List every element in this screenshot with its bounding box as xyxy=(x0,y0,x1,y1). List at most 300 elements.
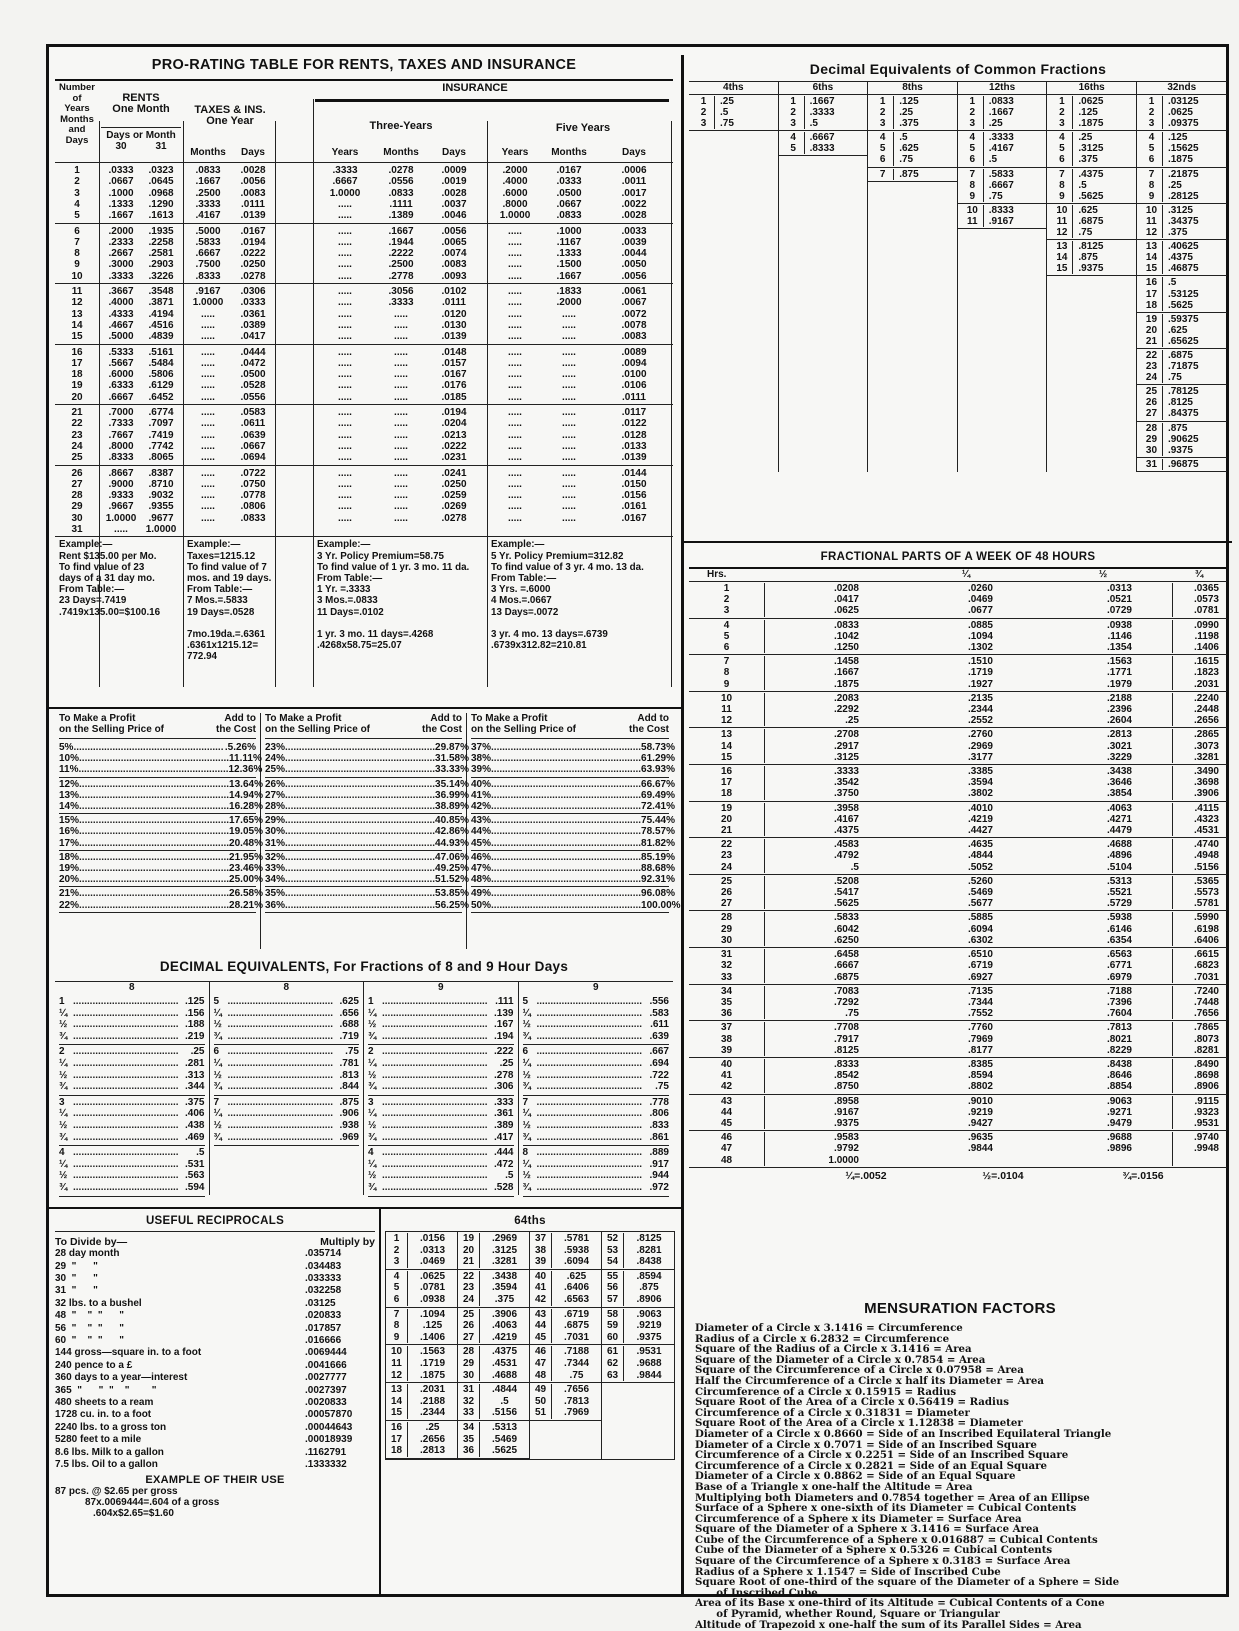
prorating-cell-n: 28 xyxy=(71,490,83,502)
profit-add-value: 36.99% xyxy=(435,789,469,801)
week-cell: .3073 xyxy=(1193,740,1219,752)
prorating-cell-fy: ..... xyxy=(508,391,522,403)
sixty-fourths-row xyxy=(458,1346,529,1358)
decimal-8-9-row xyxy=(523,1108,670,1120)
prorating-cell-r30: .1000 xyxy=(108,187,134,199)
sixty-fourths-row xyxy=(386,1294,457,1306)
profit-add-value: 92.31% xyxy=(641,874,675,886)
decimal-8-9-row xyxy=(214,1058,360,1070)
week-group xyxy=(689,911,1227,948)
decimal-fraction: ¼ xyxy=(522,1158,531,1170)
decimal-8-9-group xyxy=(368,1146,514,1196)
sixty-fourths-value: .7656 xyxy=(563,1384,590,1396)
week-cell: .9896 xyxy=(1033,1143,1173,1154)
sixty-fourths-value: .2188 xyxy=(419,1395,446,1407)
week-row xyxy=(689,803,1227,814)
prorating-cell-fy: ..... xyxy=(508,512,522,524)
decimal-8-9-group xyxy=(523,1045,670,1095)
sixty-fourths-num: 37 xyxy=(530,1233,552,1245)
week-cell: .3281 xyxy=(1193,751,1219,763)
prorating-cell-tda: .0259 xyxy=(441,490,467,502)
mensuration-line: Square of the Circumference of a Sphere x 0.3183 = Surface Area xyxy=(695,1555,1071,1568)
mensuration-line: Square of the Radius of a Circle x 3.1416 = Area xyxy=(695,1343,972,1356)
common-fraction-num: 1 xyxy=(1141,96,1163,107)
week-cell: 11 xyxy=(689,704,765,715)
prorating-cell-n: 7 xyxy=(74,236,80,248)
week-cell: .3594 xyxy=(967,777,993,789)
prorating-col-tmo xyxy=(373,165,429,221)
prorating-cell-tm: .3333 xyxy=(195,198,221,210)
profit-percent: 35% xyxy=(265,888,286,900)
common-fraction-num: 18 xyxy=(1141,300,1163,311)
sixty-fourths-num: 52 xyxy=(602,1233,624,1245)
profit-dots: ...................................................... xyxy=(285,778,436,790)
decimal-value: .125 xyxy=(185,996,205,1007)
prorating-cell-fda: .0028 xyxy=(621,210,647,222)
week-row xyxy=(689,935,1227,946)
profit-add-value: 63.93% xyxy=(641,764,675,776)
sixty-fourths-value: .9375 xyxy=(636,1331,662,1343)
week-cell: .4010 xyxy=(967,802,993,814)
sixty-fourths-value: .2969 xyxy=(491,1233,518,1244)
common-fractions-row xyxy=(783,107,864,118)
sixty-fourths-value: .5469 xyxy=(491,1433,518,1445)
prorating-cell-n: 11 xyxy=(71,286,83,297)
reciprocals-example-2: 87x.0069444=.604 of a gross xyxy=(85,1496,220,1508)
week-head-blank xyxy=(765,569,899,581)
profit-add-value: 88.68% xyxy=(641,863,675,875)
week-cell: .0781 xyxy=(1193,605,1219,617)
week-cell: .2135 xyxy=(967,692,993,704)
sixty-fourths-value: .875 xyxy=(639,1282,659,1294)
divider-profit xyxy=(49,707,681,709)
prorating-cell-tda: .0185 xyxy=(441,391,467,403)
common-fraction-num: 1 xyxy=(872,96,894,107)
profit-percent: 47% xyxy=(471,863,492,875)
prorating-cell-tda: .0083 xyxy=(441,259,467,271)
sixty-fourths-value: .5313 xyxy=(491,1421,518,1433)
week-cell: .4531 xyxy=(1193,825,1219,837)
decimal-fraction: ½ xyxy=(213,1019,222,1031)
sixty-fourths-num: 39 xyxy=(530,1256,552,1268)
profit-dots: ...................................................... xyxy=(491,764,642,776)
common-fractions-row xyxy=(1051,263,1132,274)
week-cell: .5990 xyxy=(1193,912,1219,924)
sixty-fourths-num: 47 xyxy=(530,1358,552,1370)
profit-percent: 12% xyxy=(59,778,80,790)
decimal-dots: ...................................... xyxy=(536,1108,643,1120)
prorating-cell-tm: 1.0000 xyxy=(192,297,224,309)
common-fraction-num: 5 xyxy=(962,143,984,154)
common-fraction-num: 13 xyxy=(1141,241,1163,252)
mensuration-line: Radius of a Sphere x 1.1547 = Side of Inscribed Cube xyxy=(695,1565,1001,1578)
header-three-months: Months xyxy=(383,147,419,158)
common-fraction-num: 6 xyxy=(962,154,984,165)
week-row xyxy=(689,887,1227,898)
week-cell: .8073 xyxy=(1193,1033,1219,1045)
common-fractions-group xyxy=(1047,131,1136,167)
prorating-cell-n: 20 xyxy=(71,391,83,403)
common-fraction-num: 5 xyxy=(1051,143,1073,154)
common-fraction-value: .875 xyxy=(899,168,919,180)
profit-dots: ...................................................... xyxy=(79,801,230,813)
reciprocal-divisor: 31 " " xyxy=(55,1285,98,1297)
prorating-cell-tda: .0130 xyxy=(441,319,467,331)
common-fraction-value: .3333 xyxy=(988,132,1014,144)
week-group xyxy=(689,875,1227,912)
decimal-value: .194 xyxy=(494,1030,514,1042)
common-fraction-num: 4 xyxy=(872,132,894,143)
sixty-fourths-row xyxy=(530,1271,601,1283)
common-fraction-num: 23 xyxy=(1141,361,1163,372)
profit-add-value: 72.41% xyxy=(641,801,675,813)
common-fractions-row xyxy=(1141,252,1223,263)
reciprocal-divisor: 29 " " xyxy=(55,1260,98,1272)
prorating-cell-tmo: .2778 xyxy=(388,270,414,282)
week-cell: .2292 xyxy=(833,704,859,716)
profit-dots: ...................................................... xyxy=(491,742,642,753)
common-fractions-column-4ths xyxy=(689,82,779,472)
prorating-cell-tda: .0074 xyxy=(441,248,467,260)
prorating-col-r30 xyxy=(101,226,141,282)
profit-dots: ...................................................... xyxy=(79,815,230,827)
decimal-fraction: 6 xyxy=(522,1046,529,1058)
prorating-cell-tm: ..... xyxy=(201,346,215,358)
prorating-cell-td: .0278 xyxy=(240,270,266,282)
decimal-8-9-column-head: 8 xyxy=(283,982,290,993)
mensuration-line: Diameter of a Circle x 0.8660 = Side of an Inscribed Equilateral Triangle xyxy=(695,1427,1112,1440)
sixty-fourths-group xyxy=(602,1232,674,1270)
decimal-value: .281 xyxy=(185,1057,205,1069)
header-five-months: Months xyxy=(551,147,587,158)
week-group xyxy=(689,1131,1227,1168)
decimal-value: .556 xyxy=(649,996,669,1007)
week-cell: 33 xyxy=(689,972,765,983)
common-fractions-row xyxy=(1051,132,1132,143)
profit-header-make: To Make a Profit on the Selling Price of xyxy=(265,713,371,735)
sixty-fourths-num: 33 xyxy=(458,1407,480,1419)
profit-row xyxy=(471,742,675,753)
decimal-value: .972 xyxy=(649,1181,669,1193)
sixty-fourths-row xyxy=(530,1358,601,1370)
week-cell: .4635 xyxy=(967,839,993,851)
decimal-8-9-row xyxy=(523,1008,670,1020)
common-fraction-value: .875 xyxy=(1167,422,1188,434)
week-row xyxy=(689,788,1227,799)
common-fraction-value: .9167 xyxy=(988,215,1014,227)
decimal-value: .528 xyxy=(494,1181,514,1193)
prorating-col-r31 xyxy=(141,407,181,463)
decimal-fraction: ¾ xyxy=(368,1131,377,1143)
week-cell: .6615 xyxy=(1193,949,1219,961)
common-fraction-value: .0625 xyxy=(1167,107,1193,119)
reciprocal-multiplier: .00018939 xyxy=(305,1434,353,1446)
common-fractions-row xyxy=(1141,372,1223,383)
prorating-cell-tmo: ..... xyxy=(394,319,408,331)
common-fractions-row xyxy=(1051,107,1132,118)
prorating-col-td xyxy=(231,226,275,282)
prorating-cell-tm: .0833 xyxy=(195,165,221,176)
reciprocal-row xyxy=(55,1459,375,1471)
week-cell: 37 xyxy=(689,1022,765,1033)
profit-row xyxy=(265,742,469,753)
prorating-cell-ty: ..... xyxy=(338,452,352,464)
prorating-cell-r31: .0323 xyxy=(148,165,174,176)
profit-percent: 18% xyxy=(59,851,80,863)
prorating-cell-r30: .6667 xyxy=(108,391,134,403)
sixty-fourths-value: .1719 xyxy=(419,1357,446,1369)
prorating-col-tda xyxy=(429,347,479,403)
common-fraction-value: .8333 xyxy=(988,204,1014,216)
profit-dots: ...................................................... xyxy=(79,851,230,863)
decimal-value: .611 xyxy=(650,1019,669,1031)
week-cell: .4844 xyxy=(967,850,993,862)
common-fraction-value: .75 xyxy=(720,118,734,130)
common-fractions-row xyxy=(872,169,953,180)
common-fractions-group xyxy=(868,168,957,182)
prorating-cell-r31: .3548 xyxy=(148,286,174,297)
week-cell: 42 xyxy=(689,1081,765,1092)
prorating-col-tm xyxy=(185,165,231,221)
week-cell: 45 xyxy=(689,1118,765,1129)
header-rents: RENTS One Month xyxy=(112,92,170,115)
reciprocal-divisor: 360 days to a year—interest xyxy=(55,1372,188,1384)
sixty-fourths-row xyxy=(458,1396,529,1408)
week-cell: .0625 xyxy=(833,605,859,617)
prorating-cell-r31: .1613 xyxy=(148,210,174,222)
profit-row xyxy=(59,801,263,813)
profit-add-value: 20.48% xyxy=(229,837,263,849)
prorating-cell-tda: .0231 xyxy=(441,452,467,464)
week-cell: 8 xyxy=(689,667,765,678)
profit-row xyxy=(265,851,469,863)
week-header xyxy=(689,569,1227,582)
profit-add-value: 100.00% xyxy=(641,899,681,911)
reciprocal-multiplier: .020833 xyxy=(305,1310,342,1322)
reciprocal-divisor: 7.5 lbs. Oil to a gallon xyxy=(55,1459,158,1471)
prorating-col-r31 xyxy=(141,226,181,282)
common-fractions-row xyxy=(1141,180,1223,191)
profit-dots: ...................................................... xyxy=(491,837,642,849)
common-fraction-value: .4375 xyxy=(1167,252,1193,264)
common-fraction-num: 26 xyxy=(1141,397,1163,408)
prorating-cell-n: 1 xyxy=(74,165,80,176)
decimal-8-9-group xyxy=(214,1096,360,1146)
prorating-col-td xyxy=(231,347,275,403)
profit-percent: 19% xyxy=(59,863,80,875)
decimal-value: .278 xyxy=(494,1069,514,1081)
prorating-cell-fmo: .1500 xyxy=(556,259,582,271)
decimal-value: .167 xyxy=(494,1019,514,1031)
prorating-cell-ty: ..... xyxy=(338,467,352,479)
sixty-fourths-value: .8438 xyxy=(636,1256,662,1268)
prorating-cell-fmo: .1833 xyxy=(556,286,582,297)
profit-row xyxy=(59,899,263,911)
week-cell: .2240 xyxy=(1193,692,1219,704)
week-cell: 38 xyxy=(689,1034,765,1045)
decimal-value: .438 xyxy=(185,1119,205,1131)
profit-percent: 20% xyxy=(59,874,80,886)
sixty-fourths-row xyxy=(458,1445,529,1457)
prorating-cell-r30: .1333 xyxy=(108,198,134,210)
reciprocal-multiplier: .034483 xyxy=(305,1260,342,1272)
prorating-cell-fmo xyxy=(541,524,597,535)
sixty-fourths-num: 45 xyxy=(530,1332,552,1344)
common-fraction-num: 9 xyxy=(962,191,984,202)
week-cell: .8021 xyxy=(1033,1034,1173,1045)
mensuration-line: Half the Circumference of a Circle x half its Diameter = Area xyxy=(695,1374,1044,1387)
prorating-col-r31 xyxy=(141,165,181,221)
common-fraction-num: 17 xyxy=(1141,289,1163,300)
prorating-cell-fmo: ..... xyxy=(562,346,576,358)
sixty-fourths-row xyxy=(602,1332,674,1344)
decimal-fraction: ½ xyxy=(368,1069,377,1081)
common-fractions-group xyxy=(958,204,1047,229)
decimal-8-9-row xyxy=(59,1097,205,1109)
common-fractions-group xyxy=(1047,240,1136,276)
sixty-fourths-num: 10 xyxy=(386,1346,408,1358)
week-cell: .0833 xyxy=(833,619,859,631)
prorating-cell-td: .0694 xyxy=(240,452,266,464)
common-fraction-value: .3125 xyxy=(1167,204,1193,216)
week-row xyxy=(689,679,1227,690)
week-title: FRACTIONAL PARTS OF A WEEK OF 48 HOURS xyxy=(820,551,1096,563)
week-cell: 6 xyxy=(689,642,765,653)
week-cell: .4167 xyxy=(833,813,859,825)
sixty-fourths-row xyxy=(386,1282,457,1294)
prorating-cell-n: 2 xyxy=(74,176,80,188)
decimal-dots: ...................................... xyxy=(382,1030,488,1042)
profit-group xyxy=(265,851,469,888)
profit-percent: 37% xyxy=(471,742,492,753)
prorating-cell-tda: .0028 xyxy=(441,187,467,199)
decimal-value: .719 xyxy=(339,1030,359,1042)
sixty-fourths-row xyxy=(458,1294,529,1306)
week-cell: .4271 xyxy=(1033,814,1173,825)
prorating-cell-fmo: ..... xyxy=(562,331,576,343)
decimal-8-9-row xyxy=(214,1097,360,1109)
common-fraction-value: .65625 xyxy=(1167,335,1199,347)
sixty-fourths-value: .3125 xyxy=(491,1244,518,1256)
prorating-cell-fda: .0056 xyxy=(621,270,647,282)
decimal-8-9-row xyxy=(214,1132,360,1144)
common-fractions-row xyxy=(1051,143,1132,154)
prorating-cell-tda: .0046 xyxy=(441,210,467,222)
mensuration-line: Multiplying both Diameters and 0.7854 together = Area of an Ellipse xyxy=(695,1491,1090,1504)
prorating-cell-fda: .0072 xyxy=(621,308,647,320)
common-fraction-num: 12 xyxy=(1051,227,1073,238)
profit-dots: ...................................................... xyxy=(285,837,436,849)
decimal-dots: ...................................... xyxy=(382,1019,488,1031)
common-fraction-num: 4 xyxy=(962,132,984,143)
common-fraction-value: .125 xyxy=(899,96,919,107)
common-fraction-num: 1 xyxy=(1051,96,1073,107)
profit-row xyxy=(59,826,263,838)
common-fractions-column-12ths xyxy=(958,82,1048,472)
decimal-value: .375 xyxy=(185,1096,205,1108)
week-cell: .2708 xyxy=(833,729,859,741)
common-fractions-row xyxy=(693,96,774,107)
decimal-fraction: ¾ xyxy=(213,1081,222,1093)
decimal-dots: ...................................... xyxy=(73,1181,179,1193)
prorating-cell-n: 13 xyxy=(71,308,83,320)
sixty-fourths-row xyxy=(602,1282,674,1294)
common-fraction-value: .09375 xyxy=(1167,118,1199,130)
prorating-cell-td: .0556 xyxy=(240,391,266,403)
week-cell: .6510 xyxy=(967,949,993,961)
week-cell: .4583 xyxy=(833,839,859,851)
week-cell: .8698 xyxy=(1193,1070,1219,1082)
prorating-cell-fmo: ..... xyxy=(562,380,576,392)
decimal-fraction: ¾ xyxy=(522,1131,531,1143)
reciprocal-row xyxy=(55,1397,375,1409)
decimal-dots: ...................................... xyxy=(73,1108,179,1120)
sixty-fourths-group xyxy=(530,1232,601,1270)
prorating-col-td xyxy=(231,165,275,221)
sixty-fourths-row xyxy=(458,1422,529,1434)
profit-row xyxy=(471,753,675,765)
prorating-cell-ty: ..... xyxy=(338,478,352,490)
sixty-fourths-num: 44 xyxy=(530,1320,552,1332)
prorating-cell-td: .0361 xyxy=(240,308,266,320)
decimal-fraction: ¾ xyxy=(59,1131,68,1143)
reciprocal-row xyxy=(55,1447,375,1459)
week-cell: 16 xyxy=(689,766,765,777)
sixty-fourths-num: 53 xyxy=(602,1245,624,1257)
common-fractions-group xyxy=(779,131,868,156)
profit-percent: 42% xyxy=(471,801,492,813)
common-fraction-num: 3 xyxy=(1141,118,1163,129)
sixty-fourths-row xyxy=(530,1233,601,1245)
prorating-cell-fda: .0150 xyxy=(621,478,647,490)
prorating-cell-r30: .3667 xyxy=(108,286,134,297)
sixty-fourths-num: 16 xyxy=(386,1422,408,1434)
profit-row xyxy=(471,851,675,863)
prorating-cell-fda: .0139 xyxy=(621,452,647,464)
profit-percent: 44% xyxy=(471,826,492,838)
week-row xyxy=(689,1096,1227,1107)
decimal-value: .688 xyxy=(339,1019,359,1031)
prorating-cell-td: .0472 xyxy=(240,357,266,369)
profit-row xyxy=(59,837,263,849)
week-cell: .7396 xyxy=(1033,997,1173,1008)
divider-reciprocals xyxy=(49,1207,681,1209)
profit-dots: ...................................................... xyxy=(491,815,642,827)
week-cell: .7604 xyxy=(1033,1008,1173,1019)
decimal-dots: ...................................... xyxy=(382,1147,488,1159)
sixty-fourths-value: .5781 xyxy=(563,1233,590,1244)
sixty-fourths-num: 9 xyxy=(386,1332,408,1344)
common-fraction-num: 6 xyxy=(872,154,894,165)
prorating-cell-tda xyxy=(429,524,479,535)
week-cell: .4792 xyxy=(833,850,859,862)
common-fractions-row xyxy=(872,118,953,129)
prorating-cell-fmo: .1333 xyxy=(556,248,582,260)
prorating-cell-fda: .0133 xyxy=(621,440,647,452)
profit-row xyxy=(265,899,469,911)
prorating-cell-tm: .5833 xyxy=(195,236,221,248)
week-cell: .1563 xyxy=(1033,656,1173,667)
prorating-cell-r31: .9677 xyxy=(148,512,174,524)
decimal-value: .694 xyxy=(649,1057,669,1069)
decimal-8-9-row xyxy=(59,1008,205,1020)
profit-percent: 13% xyxy=(59,789,80,801)
common-fraction-num: 13 xyxy=(1051,241,1073,252)
common-fraction-value: .5625 xyxy=(1078,190,1104,202)
sixty-fourths-value: .0156 xyxy=(419,1233,446,1244)
prorating-cell-fy: ..... xyxy=(508,286,522,297)
decimal-8-9-row xyxy=(59,1081,205,1093)
